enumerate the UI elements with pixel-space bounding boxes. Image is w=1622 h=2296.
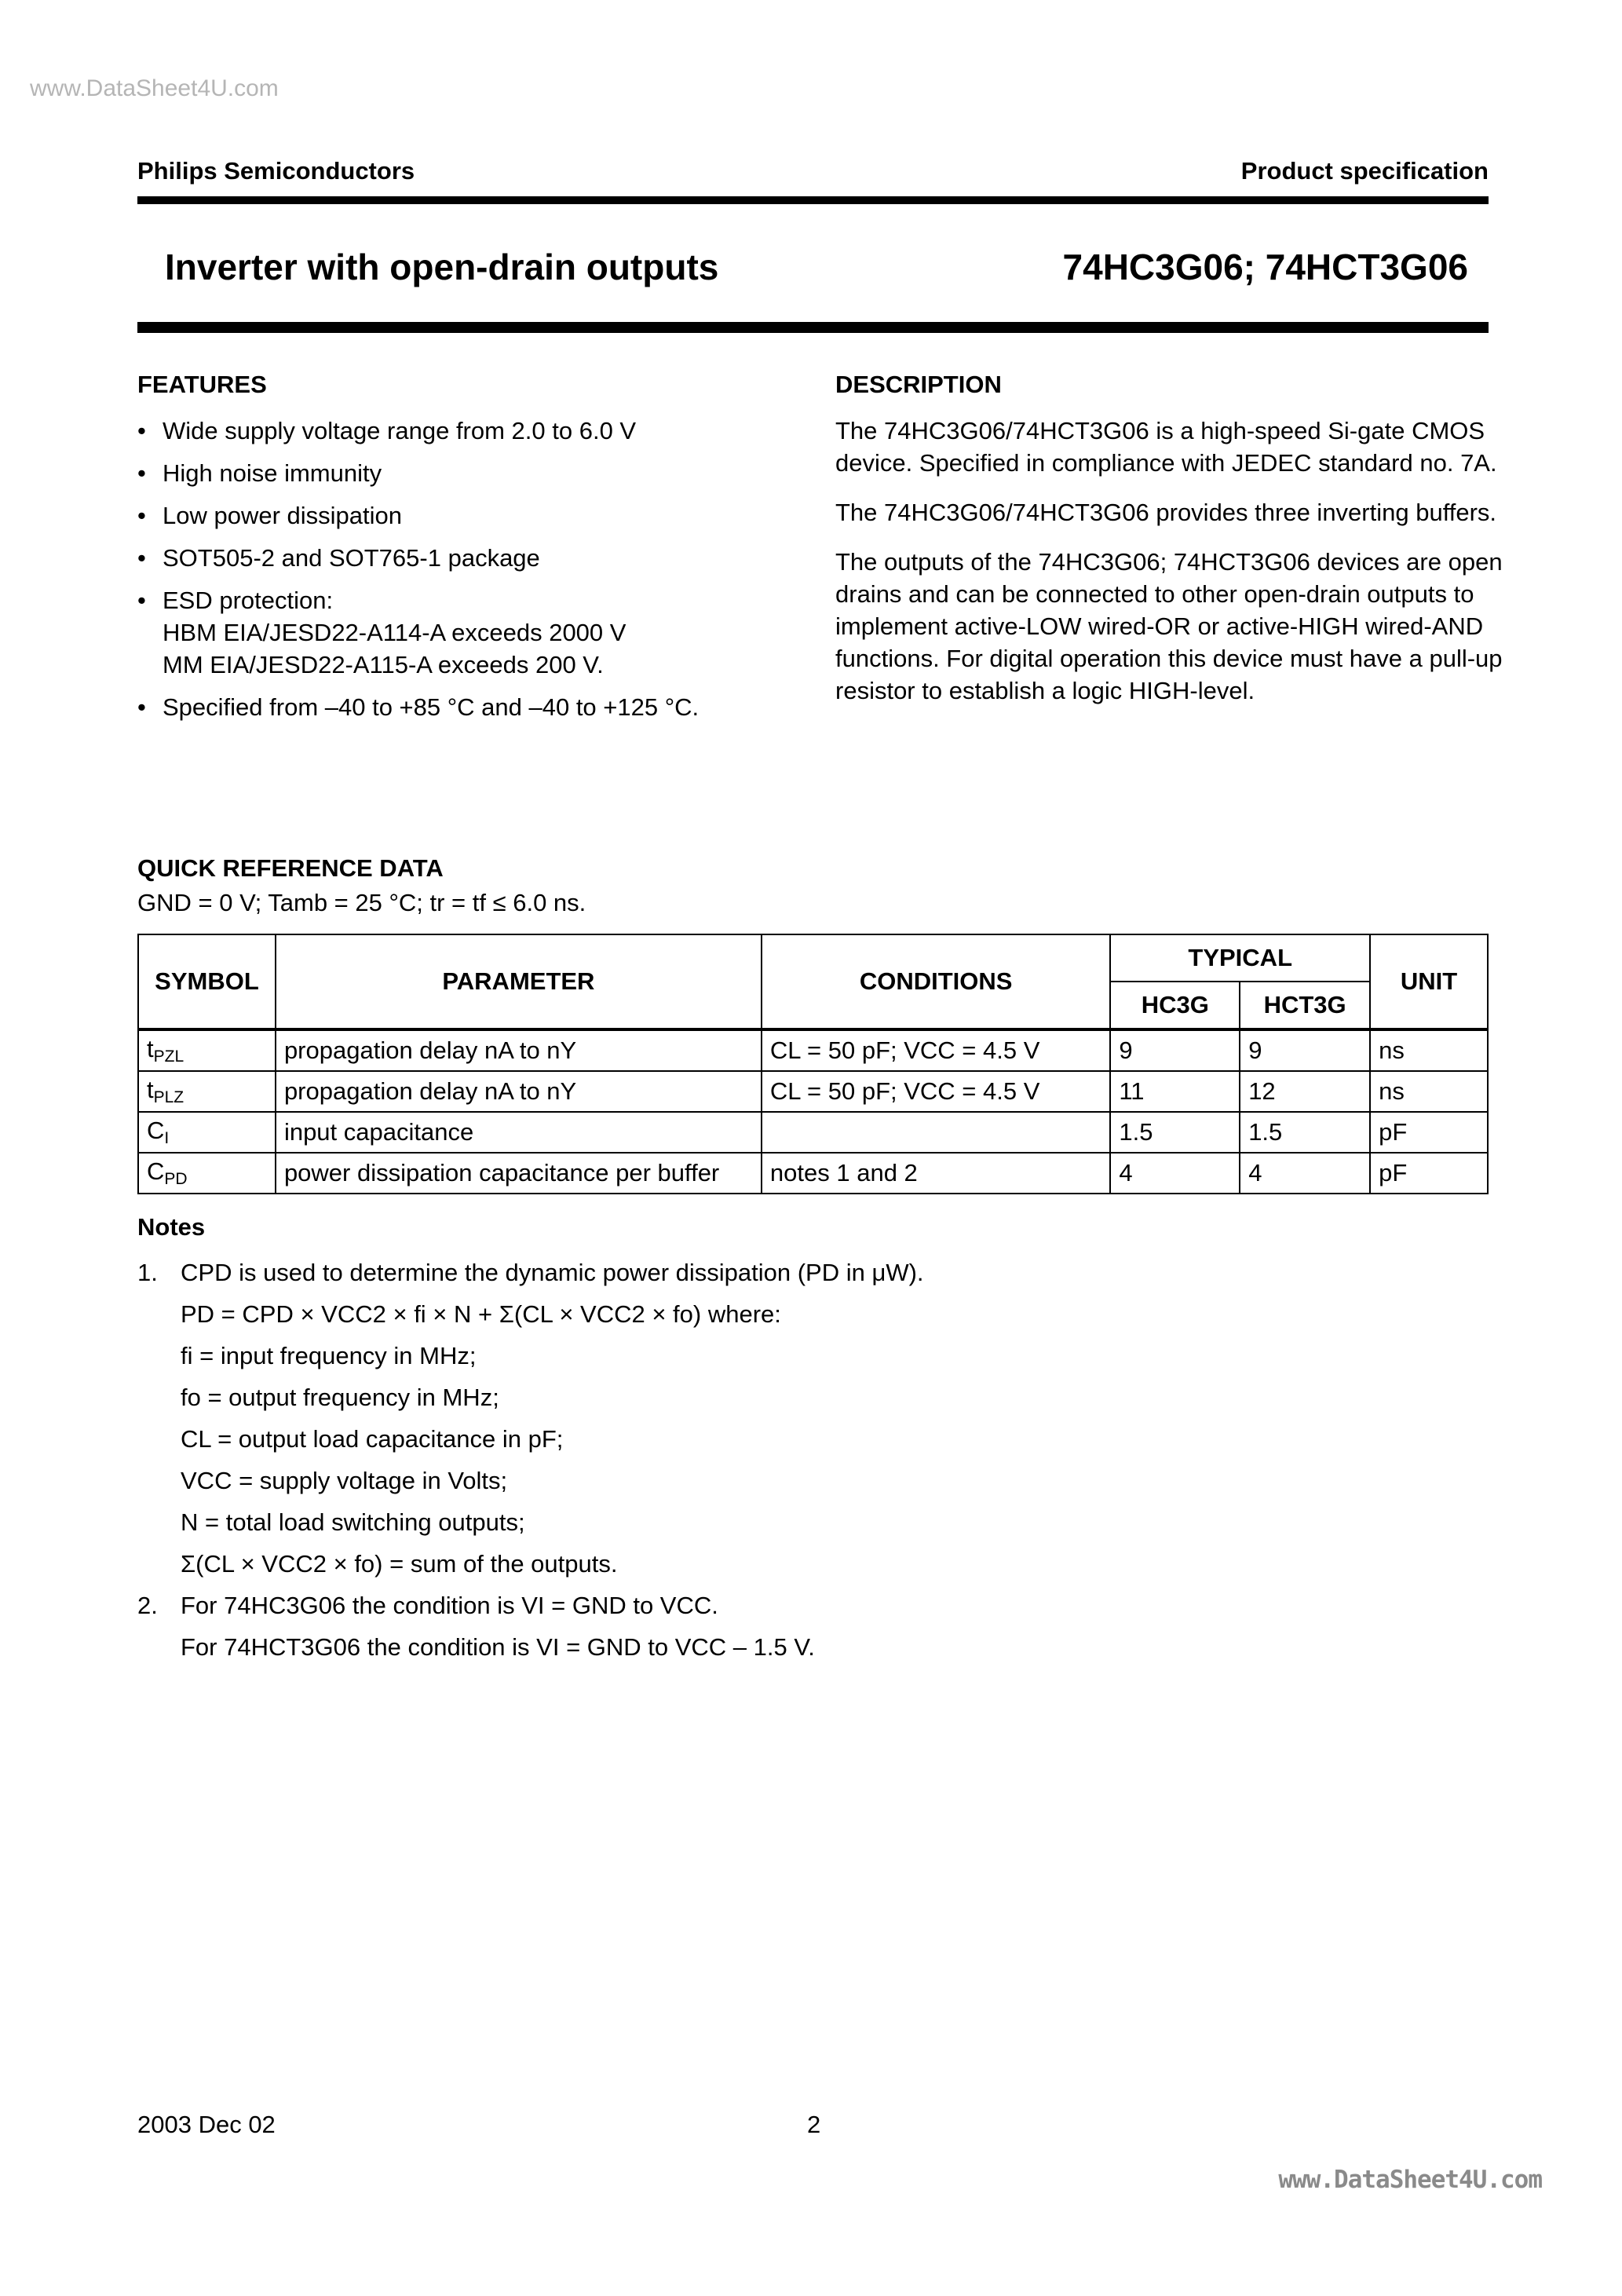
cell-parameter: input capacitance: [276, 1112, 762, 1153]
note-1: [181, 1252, 1437, 1585]
feature-item: • Specified from –40 to +85 °C and –40 to +125 °C.: [137, 691, 781, 723]
part-numbers: 74HC3G06; 74HCT3G06: [1062, 247, 1468, 287]
cell-unit: ns: [1370, 1029, 1488, 1071]
description-heading: DESCRIPTION: [835, 371, 1002, 398]
feature-item: • Low power dissipation: [137, 499, 781, 532]
cell-hc3g: 11: [1110, 1071, 1240, 1112]
feature-item-esd: [137, 584, 781, 681]
esd-hbm: HBM EIA/JESD22-A114-A exceeds 2000 V: [163, 619, 627, 646]
cell-unit: pF: [1370, 1153, 1488, 1194]
cell-symbol: $C_I$: [138, 1112, 276, 1153]
cell-symbol: $C_{PD}$: [138, 1153, 276, 1194]
header-rule: [137, 196, 1489, 204]
note-line: N = total load switching outputs;: [181, 1508, 525, 1536]
cell-hc3g: 9: [1110, 1029, 1240, 1071]
cell-hct3g: 9: [1240, 1029, 1370, 1071]
cell-hc3g: 1.5: [1110, 1112, 1240, 1153]
feature-item: • High noise immunity: [137, 457, 781, 489]
feature-item: • SOT505-2 and SOT765-1 package: [137, 542, 781, 574]
table-row: [138, 1071, 1488, 1112]
col-typical: TYPICAL: [1110, 934, 1370, 982]
note-line: CPD is used to determine the dynamic power dissipation (PD in μW).: [181, 1259, 924, 1286]
note-line: fi = input frequency in MHz;: [181, 1342, 477, 1369]
esd-mm: MM EIA/JESD22-A115-A exceeds 200 V.: [163, 651, 604, 678]
col-hc3g: HC3G: [1110, 982, 1240, 1029]
title-rule: [137, 322, 1489, 333]
quick-reference-heading: QUICK REFERENCE DATA: [137, 854, 444, 882]
description-paragraph: The 74HC3G06/74HCT3G06 is a high-speed Si-gate CMOS device. Specified in compliance with JEDEC standard no. 7A.: [835, 417, 1497, 477]
page-number: 2: [807, 2111, 821, 2138]
notes-heading: Notes: [137, 1213, 206, 1241]
features-section: [137, 371, 781, 733]
cell-parameter: propagation delay nA to nY: [276, 1071, 762, 1112]
cell-hct3g: 4: [1240, 1153, 1370, 1194]
note-number: 2.: [137, 1592, 158, 1619]
quick-reference-conditions: GND = 0 V; Tamb = 25 °C; tr = tf ≤ 6.0 ns.: [137, 889, 586, 916]
cell-conditions: notes 1 and 2: [762, 1153, 1110, 1194]
description-section: [835, 371, 1511, 707]
col-hct3g: HCT3G: [1240, 982, 1370, 1029]
company-name: Philips Semiconductors: [137, 157, 415, 185]
description-paragraph: The outputs of the 74HC3G06; 74HCT3G06 devices are open drains and can be connected to other open-drain outputs to implement active-LOW wired-OR or active-HIGH wired-AND functions. For digital operation this device must have a pull-up resistor to establish a logic HIGH-level.: [835, 548, 1503, 704]
features-heading: FEATURES: [137, 371, 267, 398]
note-line: For 74HC3G06 the condition is VI = GND to VCC.: [181, 1592, 718, 1619]
col-unit: UNIT: [1370, 934, 1488, 1029]
feature-item: • Wide supply voltage range from 2.0 to 6.0 V: [137, 415, 781, 447]
cell-parameter: power dissipation capacitance per buffer: [276, 1153, 762, 1194]
note-line: Σ(CL × VCC2 × fo) = sum of the outputs.: [181, 1550, 618, 1578]
cell-unit: ns: [1370, 1071, 1488, 1112]
table-row: [138, 1029, 1488, 1071]
table-row: [138, 1112, 1488, 1153]
cell-hct3g: 1.5: [1240, 1112, 1370, 1153]
cell-symbol: $t_{PZL}$: [138, 1029, 276, 1071]
col-parameter: PARAMETER: [276, 934, 762, 1029]
cell-hct3g: 12: [1240, 1071, 1370, 1112]
cell-conditions: CL = 50 pF; VCC = 4.5 V: [762, 1071, 1110, 1112]
cell-hc3g: 4: [1110, 1153, 1240, 1194]
note-line: PD = CPD × VCC2 × fi × N + Σ(CL × VCC2 × fo) where:: [181, 1300, 781, 1328]
footer-date: 2003 Dec 02: [137, 2111, 276, 2138]
table-row: [138, 1153, 1488, 1194]
description-paragraph: The 74HC3G06/74HCT3G06 provides three inverting buffers.: [835, 499, 1497, 526]
features-list: [137, 415, 781, 723]
watermark-bottom: www.DataSheet4U.com: [1278, 2166, 1542, 2194]
note-line: CL = output load capacitance in pF;: [181, 1425, 564, 1453]
cell-parameter: propagation delay nA to nY: [276, 1029, 762, 1071]
cell-unit: pF: [1370, 1112, 1488, 1153]
note-line: For 74HCT3G06 the condition is VI = GND to VCC – 1.5 V.: [181, 1633, 815, 1661]
quick-reference-table: [137, 934, 1489, 1194]
cell-symbol: $t_{PLZ}$: [138, 1071, 276, 1112]
note-2: [181, 1585, 1437, 1668]
page-title: Inverter with open-drain outputs: [165, 247, 719, 287]
note-number: 1.: [137, 1259, 158, 1286]
cell-conditions: CL = 50 pF; VCC = 4.5 V: [762, 1029, 1110, 1071]
document-type: Product specification: [1240, 157, 1489, 185]
col-conditions: CONDITIONS: [762, 934, 1110, 1029]
col-symbol: SYMBOL: [138, 934, 276, 1029]
esd-heading: • ESD protection:: [163, 587, 334, 614]
cell-conditions: [762, 1112, 1110, 1153]
watermark-top: www.DataSheet4U.com: [30, 75, 279, 101]
note-line: VCC = supply voltage in Volts;: [181, 1467, 508, 1494]
note-line: fo = output frequency in MHz;: [181, 1384, 499, 1411]
